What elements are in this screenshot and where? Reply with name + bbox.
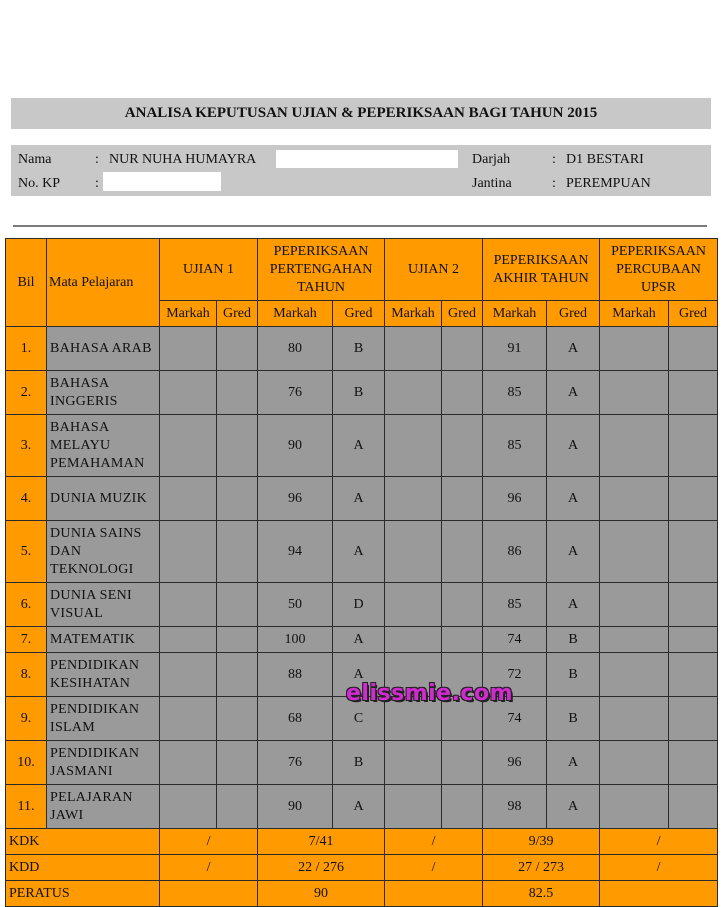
gred-cell (442, 477, 483, 521)
subject-name: BAHASA ARAB (47, 327, 160, 371)
summary-value: 82.5 (483, 881, 600, 907)
summary-value: / (385, 829, 483, 855)
gred-cell (669, 327, 718, 371)
markah-cell (385, 327, 442, 371)
bil-header: Bil (6, 239, 47, 327)
summary-label: PERATUS (6, 881, 160, 907)
markah-cell (385, 785, 442, 829)
summary-value: / (600, 829, 718, 855)
report-title: ANALISA KEPUTUSAN UJIAN & PEPERIKSAAN BAGI TAHUN 2015 (11, 98, 711, 129)
gred-cell (442, 415, 483, 477)
redacted-block (276, 150, 458, 168)
table-row (6, 371, 718, 415)
redacted-block (103, 172, 221, 191)
markah-cell: 96 (258, 477, 333, 521)
summary-value: / (600, 855, 718, 881)
markah-cell (600, 477, 669, 521)
gred-cell (669, 477, 718, 521)
grades-body (6, 327, 718, 829)
markah-cell (160, 627, 217, 653)
table-row (6, 785, 718, 829)
markah-cell (385, 415, 442, 477)
markah-cell (160, 371, 217, 415)
exam-header-ujian1: UJIAN 1 (160, 239, 258, 301)
gred-cell (669, 653, 718, 697)
gred-cell: A (547, 327, 600, 371)
watermark-text: elissmie.com (346, 681, 514, 706)
gred-cell: A (333, 415, 385, 477)
exam-header-ujian2: UJIAN 2 (385, 239, 483, 301)
table-row (6, 583, 718, 627)
markah-cell: 85 (483, 415, 547, 477)
gred-cell (442, 327, 483, 371)
gred-cell: A (547, 583, 600, 627)
subject-header: Mata Pelajaran (47, 239, 160, 327)
gred-cell (442, 627, 483, 653)
gred-cell: A (547, 785, 600, 829)
gred-cell: A (333, 785, 385, 829)
gred-cell (669, 697, 718, 741)
subject-name: PENDIDIKAN KESIHATAN (47, 653, 160, 697)
markah-cell: 98 (483, 785, 547, 829)
divider-line (13, 225, 707, 227)
gred-cell: A (547, 741, 600, 785)
summary-value (160, 881, 258, 907)
nama-value: NUR NUHA HUMAYRA (109, 152, 257, 167)
student-info-box (11, 145, 711, 196)
summary-value: 22 / 276 (258, 855, 385, 881)
gred-cell (217, 697, 258, 741)
gred-cell: B (333, 741, 385, 785)
gred-cell (217, 371, 258, 415)
markah-cell (600, 521, 669, 583)
markah-cell (385, 477, 442, 521)
markah-cell (600, 741, 669, 785)
row-number: 7. (6, 627, 47, 653)
gred-cell (217, 627, 258, 653)
darjah-label: Darjah (472, 152, 511, 167)
subject-name: BAHASA INGGERIS (47, 371, 160, 415)
darjah-colon: : (552, 152, 556, 167)
markah-cell (160, 785, 217, 829)
summary-value: 7/41 (258, 829, 385, 855)
markah-cell: 74 (483, 697, 547, 741)
jantina-colon: : (552, 176, 556, 191)
markah-cell: 90 (258, 785, 333, 829)
markah-cell: 86 (483, 521, 547, 583)
markah-cell (160, 653, 217, 697)
markah-cell (600, 583, 669, 627)
gred-cell (217, 521, 258, 583)
gred-cell: B (333, 371, 385, 415)
gred-cell (442, 521, 483, 583)
gred-cell: A (333, 653, 385, 697)
gred-header: Gred (217, 301, 258, 327)
table-row (6, 521, 718, 583)
nokp-colon: : (95, 176, 99, 191)
markah-cell: 68 (258, 697, 333, 741)
markah-cell (600, 653, 669, 697)
gred-cell (669, 521, 718, 583)
darjah-value: D1 BESTARI (566, 152, 644, 167)
gred-cell (669, 371, 718, 415)
subject-name: PENDIDIKAN JASMANI (47, 741, 160, 785)
markah-cell (385, 583, 442, 627)
markah-header: Markah (385, 301, 442, 327)
markah-cell: 91 (483, 327, 547, 371)
markah-cell (160, 583, 217, 627)
markah-cell (160, 477, 217, 521)
markah-cell: 85 (483, 583, 547, 627)
markah-cell: 50 (258, 583, 333, 627)
markah-cell (385, 741, 442, 785)
gred-cell (217, 477, 258, 521)
row-number: 11. (6, 785, 47, 829)
markah-cell: 96 (483, 477, 547, 521)
gred-cell: B (547, 653, 600, 697)
row-number: 6. (6, 583, 47, 627)
summary-value: / (160, 829, 258, 855)
markah-cell (160, 327, 217, 371)
gred-cell: D (333, 583, 385, 627)
nokp-label: No. KP (18, 176, 61, 191)
markah-cell: 100 (258, 627, 333, 653)
markah-cell (600, 371, 669, 415)
gred-cell (442, 741, 483, 785)
markah-header: Markah (600, 301, 669, 327)
gred-cell: A (547, 477, 600, 521)
row-number: 4. (6, 477, 47, 521)
summary-label: KDD (6, 855, 160, 881)
markah-cell: 96 (483, 741, 547, 785)
table-row (6, 627, 718, 653)
nama-colon: : (95, 152, 99, 167)
gred-cell: A (333, 627, 385, 653)
summary-value: / (160, 855, 258, 881)
gred-cell: B (333, 327, 385, 371)
markah-cell (385, 521, 442, 583)
markah-cell: 90 (258, 415, 333, 477)
gred-cell (669, 583, 718, 627)
markah-header: Markah (483, 301, 547, 327)
gred-cell (669, 785, 718, 829)
markah-cell: 74 (483, 627, 547, 653)
gred-header: Gred (442, 301, 483, 327)
jantina-value: PEREMPUAN (566, 176, 651, 191)
markah-header: Markah (160, 301, 217, 327)
markah-cell (385, 371, 442, 415)
table-row (6, 477, 718, 521)
subject-name: DUNIA MUZIK (47, 477, 160, 521)
grades-table (5, 238, 718, 907)
markah-cell (160, 521, 217, 583)
row-number: 1. (6, 327, 47, 371)
subject-name: DUNIA SENI VISUAL (47, 583, 160, 627)
summary-label: KDK (6, 829, 160, 855)
gred-cell (217, 653, 258, 697)
subject-name: MATEMATIK (47, 627, 160, 653)
gred-cell: A (547, 521, 600, 583)
jantina-label: Jantina (472, 176, 512, 191)
summary-value: 9/39 (483, 829, 600, 855)
subject-name: BAHASA MELAYU PEMAHAMAN (47, 415, 160, 477)
subject-name: PELAJARAN JAWI (47, 785, 160, 829)
gred-cell: B (547, 697, 600, 741)
exam-header-pertengahan: PEPERIKSAAN PERTENGAHAN TAHUN (258, 239, 385, 301)
markah-cell (160, 697, 217, 741)
markah-cell (160, 415, 217, 477)
row-number: 8. (6, 653, 47, 697)
subject-name: DUNIA SAINS DAN TEKNOLOGI (47, 521, 160, 583)
gred-cell (442, 371, 483, 415)
gred-cell: A (547, 415, 600, 477)
markah-cell: 88 (258, 653, 333, 697)
summary-value: 90 (258, 881, 385, 907)
summary-value: 27 / 273 (483, 855, 600, 881)
nama-label: Nama (18, 152, 52, 167)
markah-cell: 80 (258, 327, 333, 371)
row-number: 2. (6, 371, 47, 415)
markah-cell (600, 327, 669, 371)
markah-cell: 76 (258, 741, 333, 785)
row-number: 9. (6, 697, 47, 741)
exam-header-akhir: PEPERIKSAAN AKHIR TAHUN (483, 239, 600, 301)
gred-cell (217, 741, 258, 785)
markah-header: Markah (258, 301, 333, 327)
summary-row (6, 829, 718, 855)
gred-cell (669, 627, 718, 653)
gred-cell (442, 785, 483, 829)
gred-cell (217, 327, 258, 371)
summary-value (600, 881, 718, 907)
gred-cell: A (333, 477, 385, 521)
gred-cell (217, 583, 258, 627)
markah-cell: 94 (258, 521, 333, 583)
summary-value (385, 881, 483, 907)
exam-header-percubaan: PEPERIKSAAN PERCUBAAN UPSR (600, 239, 718, 301)
header-row (6, 239, 718, 301)
table-row (6, 741, 718, 785)
table-row (6, 415, 718, 477)
gred-cell (217, 785, 258, 829)
subject-name: PENDIDIKAN ISLAM (47, 697, 160, 741)
gred-cell: B (547, 627, 600, 653)
gred-cell: A (547, 371, 600, 415)
summary-row (6, 855, 718, 881)
gred-cell (217, 415, 258, 477)
markah-cell: 72 (483, 653, 547, 697)
markah-cell (160, 741, 217, 785)
gred-header: Gred (669, 301, 718, 327)
markah-cell (600, 415, 669, 477)
summary-value: / (385, 855, 483, 881)
table-row (6, 327, 718, 371)
info-row-2 (11, 171, 711, 195)
markah-cell (385, 627, 442, 653)
markah-cell (600, 627, 669, 653)
gred-header: Gred (333, 301, 385, 327)
row-number: 10. (6, 741, 47, 785)
gred-cell (669, 415, 718, 477)
gred-cell: C (333, 697, 385, 741)
markah-cell (600, 785, 669, 829)
info-row-1 (11, 147, 711, 171)
summary-row (6, 881, 718, 907)
gred-header: Gred (547, 301, 600, 327)
gred-cell: A (333, 521, 385, 583)
markah-cell: 76 (258, 371, 333, 415)
markah-cell: 85 (483, 371, 547, 415)
gred-cell (669, 741, 718, 785)
row-number: 5. (6, 521, 47, 583)
markah-cell (600, 697, 669, 741)
summary-body (6, 829, 718, 907)
row-number: 3. (6, 415, 47, 477)
gred-cell (442, 583, 483, 627)
